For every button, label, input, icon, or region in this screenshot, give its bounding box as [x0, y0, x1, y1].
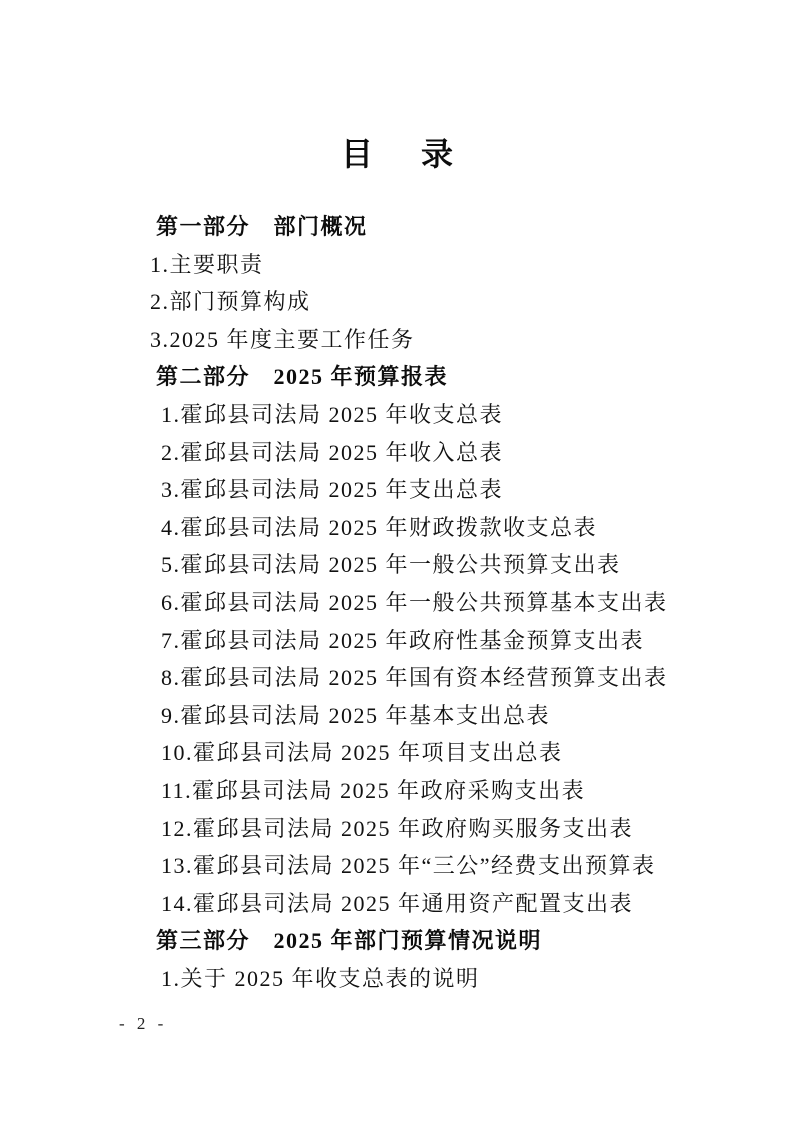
toc-section-3-heading: 第三部分 2025 年部门预算情况说明 — [156, 928, 543, 954]
toc-section-1-heading: 第一部分 部门概况 — [156, 214, 368, 239]
toc-entry: 14.霍邱县司法局 2025 年通用资产配置支出表 — [161, 890, 634, 916]
toc-entry: 11.霍邱县司法局 2025 年政府采购支出表 — [161, 777, 586, 803]
toc-entry: 7.霍邱县司法局 2025 年政府性基金预算支出表 — [161, 627, 645, 653]
page-title: 目 录 — [340, 136, 461, 172]
toc-section-2-heading: 第二部分 2025 年预算报表 — [156, 364, 449, 390]
toc-entry: 2.霍邱县司法局 2025 年收入总表 — [161, 439, 504, 465]
toc-entry: 2.部门预算构成 — [150, 289, 311, 315]
toc-entry: 9.霍邱县司法局 2025 年基本支出总表 — [161, 702, 551, 728]
toc-entry: 1.霍邱县司法局 2025 年收支总表 — [161, 401, 504, 427]
toc-entry: 3.2025 年度主要工作任务 — [150, 326, 415, 352]
toc-entry: 12.霍邱县司法局 2025 年政府购买服务支出表 — [161, 815, 634, 841]
toc-entry: 3.霍邱县司法局 2025 年支出总表 — [161, 477, 504, 503]
table-of-contents — [0, 208, 794, 997]
toc-entry: 6.霍邱县司法局 2025 年一般公共预算基本支出表 — [161, 589, 668, 615]
toc-entry: 4.霍邱县司法局 2025 年财政拨款收支总表 — [161, 514, 598, 540]
toc-entry: 1.关于 2025 年收支总表的说明 — [161, 965, 480, 991]
page-number: - 2 - — [119, 1014, 168, 1033]
toc-entry: 1.主要职责 — [150, 251, 264, 277]
toc-entry: 13.霍邱县司法局 2025 年“三公”经费支出预算表 — [161, 853, 656, 879]
toc-entry: 10.霍邱县司法局 2025 年项目支出总表 — [161, 740, 563, 766]
toc-entry: 5.霍邱县司法局 2025 年一般公共预算支出表 — [161, 552, 621, 578]
toc-entry: 8.霍邱县司法局 2025 年国有资本经营预算支出表 — [161, 665, 668, 691]
